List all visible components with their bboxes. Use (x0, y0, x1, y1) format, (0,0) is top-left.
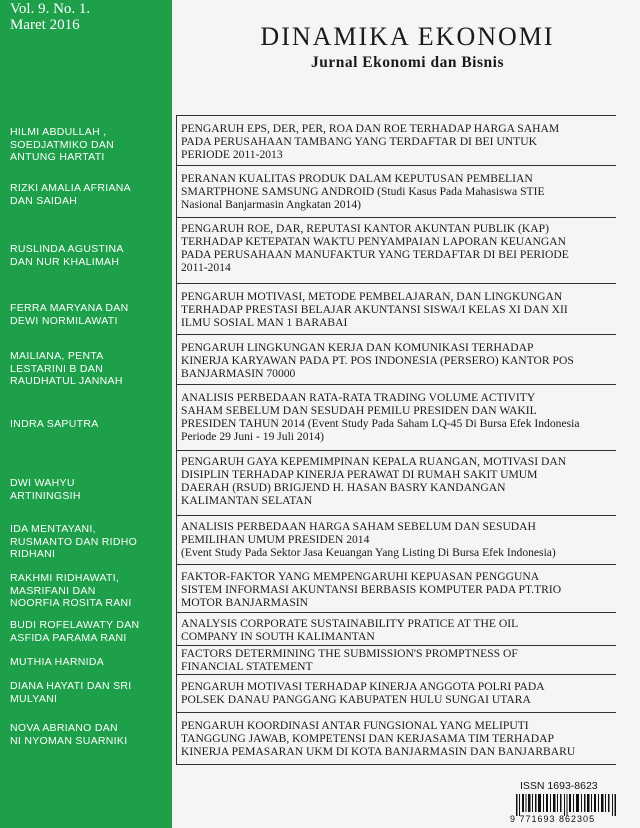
author-entry: INDRA SAPUTRA (10, 418, 99, 430)
issue-date: Maret 2016 (10, 17, 80, 33)
barcode-number: 9 771693 862305 (510, 814, 596, 824)
article-title: ANALISIS PERBEDAAN HARGA SAHAM SEBELUM DAN SESUDAH PEMILIHAN UMUM PRESIDEN 2014 (Event Study Pada Sektor Jasa Keuangan Yang Listing Di Bursa Efek Indonesia) (181, 520, 556, 559)
journal-subtitle: Jurnal Ekonomi dan Bisnis (311, 54, 504, 71)
barcode-icon (516, 794, 616, 816)
author-entry: FERRA MARYANA DAN DEWI NORMILAWATI (10, 302, 129, 327)
author-entry: NOVA ABRIANO DAN NI NYOMAN SUARNIKI (10, 722, 128, 747)
divider (176, 115, 616, 116)
author-entry: IDA MENTAYANI, RUSMANTO DAN RIDHO RIDHANI (10, 523, 138, 560)
author-entry: RIZKI AMALIA AFRIANA DAN SAIDAH (10, 182, 131, 207)
divider (176, 450, 616, 451)
divider (176, 165, 616, 166)
divider (176, 217, 616, 218)
issn-label: ISSN 1693-8623 (520, 780, 598, 792)
article-title: PENGARUH ROE, DAR, REPUTASI KANTOR AKUNTAN PUBLIK (KAP) TERHADAP KETEPATAN WAKTU PENYAMPAIAN LAPORAN KEUANGAN PADA PERUSAHAAN MANUFAKTUR YANG TERDAFTAR DI BEI PERIODE 2011-2014 (181, 222, 569, 274)
author-entry: DWI WAHYU ARTININGSIH (10, 477, 81, 502)
divider (176, 712, 616, 713)
issue-info (10, 1, 170, 33)
article-title: PERANAN KUALITAS PRODUK DALAM KEPUTUSAN PEMBELIAN SMARTPHONE SAMSUNG ANDROID (Studi Kasus Pada Mahasiswa STIE Nasional Banjarmasin Angkatan 2014) (181, 172, 545, 211)
author-entry: BUDI ROFELAWATY DAN ASFIDA PARAMA RANI (10, 619, 140, 644)
article-title: FACTORS DETERMINING THE SUBMISSION'S PROMPTNESS OF FINANCIAL STATEMENT (181, 647, 518, 673)
divider (176, 674, 616, 675)
divider (176, 515, 616, 516)
article-title: PENGARUH LINGKUNGAN KERJA DAN KOMUNIKASI TERHADAP KINERJA KARYAWAN PADA PT. POS INDONESIA (PERSERO) KANTOR POS BANJARMASIN 70000 (181, 341, 574, 380)
divider (176, 564, 616, 565)
divider (176, 612, 616, 613)
divider (176, 764, 616, 765)
article-title: FAKTOR-FAKTOR YANG MEMPENGARUHI KEPUASAN PENGGUNA SISTEM INFORMASI AKUNTANSI BERBASIS KOMPUTER PADA PT.TRIO MOTOR BANJARMASIN (181, 570, 562, 609)
article-title: PENGARUH MOTIVASI, METODE PEMBELAJARAN, DAN LINGKUNGAN TERHADAP PRESTASI BELAJAR AKUNTANSI SISWA/I KELAS XI DAN XII ILMU SOSIAL MAN 1 BARABAI (181, 290, 568, 329)
divider-vertical (176, 115, 177, 765)
article-title: PENGARUH GAYA KEPEMIMPINAN KEPALA RUANGAN, MOTIVASI DAN DISIPLIN TERHADAP KINERJA PERAWAT DI RUMAH SAKIT UMUM DAERAH (RSUD) BRIGJEND H. HASAN BASRY KANDANGAN KALIMANTAN SELATAN (181, 455, 567, 507)
article-title: PENGARUH MOTIVASI TERHADAP KINERJA ANGGOTA POLRI PADA POLSEK DANAU PANGGANG KABUPATEN HULU SUNGAI UTARA (181, 680, 545, 706)
author-entry: DIANA HAYATI DAN SRI MULYANI (10, 680, 132, 705)
article-title: ANALISIS PERBEDAAN RATA-RATA TRADING VOLUME ACTIVITY SAHAM SEBELUM DAN SESUDAH PEMILU PRESIDEN DAN WAKIL PRESIDEN TAHUN 2014 (Event Study Pada Saham LQ-45 Di Bursa Efek Indonesia Periode 29 Juni - 19 Juli 2014) (181, 391, 580, 443)
divider (176, 283, 616, 284)
divider (176, 334, 616, 335)
author-entry: MAILIANA, PENTA LESTARINI B DAN RAUDHATUL JANNAH (10, 350, 123, 387)
author-entry: RUSLINDA AGUSTINA DAN NUR KHALIMAH (10, 243, 124, 268)
article-title: PENGARUH EPS, DER, PER, ROA DAN ROE TERHADAP HARGA SAHAM PADA PERUSAHAAN TAMBANG YANG TERDAFTAR DI BEI UNTUK PERIODE 2011-2013 (181, 122, 560, 161)
author-entry: HILMI ABDULLAH , SOEDJATMIKO DAN ANTUNG HARTATI (10, 126, 115, 163)
divider (176, 645, 616, 646)
author-entry: MUTHIA HARNIDA (10, 656, 105, 668)
article-title: PENGARUH KOORDINASI ANTAR FUNGSIONAL YANG MELIPUTI TANGGUNG JAWAB, KOMPETENSI DAN KERJASAMA TIM TERHADAP KINERJA PEMASARAN UKM DI KOTA BANJARMASIN DAN BANJARBARU (181, 719, 576, 758)
author-entry: RAKHMI RIDHAWATI, MASRIFANI DAN NOORFIA ROSITA RANI (10, 572, 132, 609)
article-title: ANALYSIS CORPORATE SUSTAINABILITY PRATICE AT THE OIL COMPANY IN SOUTH KALIMANTAN (181, 617, 519, 643)
issue-volume: Vol. 9. No. 1. (10, 1, 91, 17)
divider (176, 384, 616, 385)
journal-title: DINAMIKA EKONOMI (260, 22, 555, 51)
